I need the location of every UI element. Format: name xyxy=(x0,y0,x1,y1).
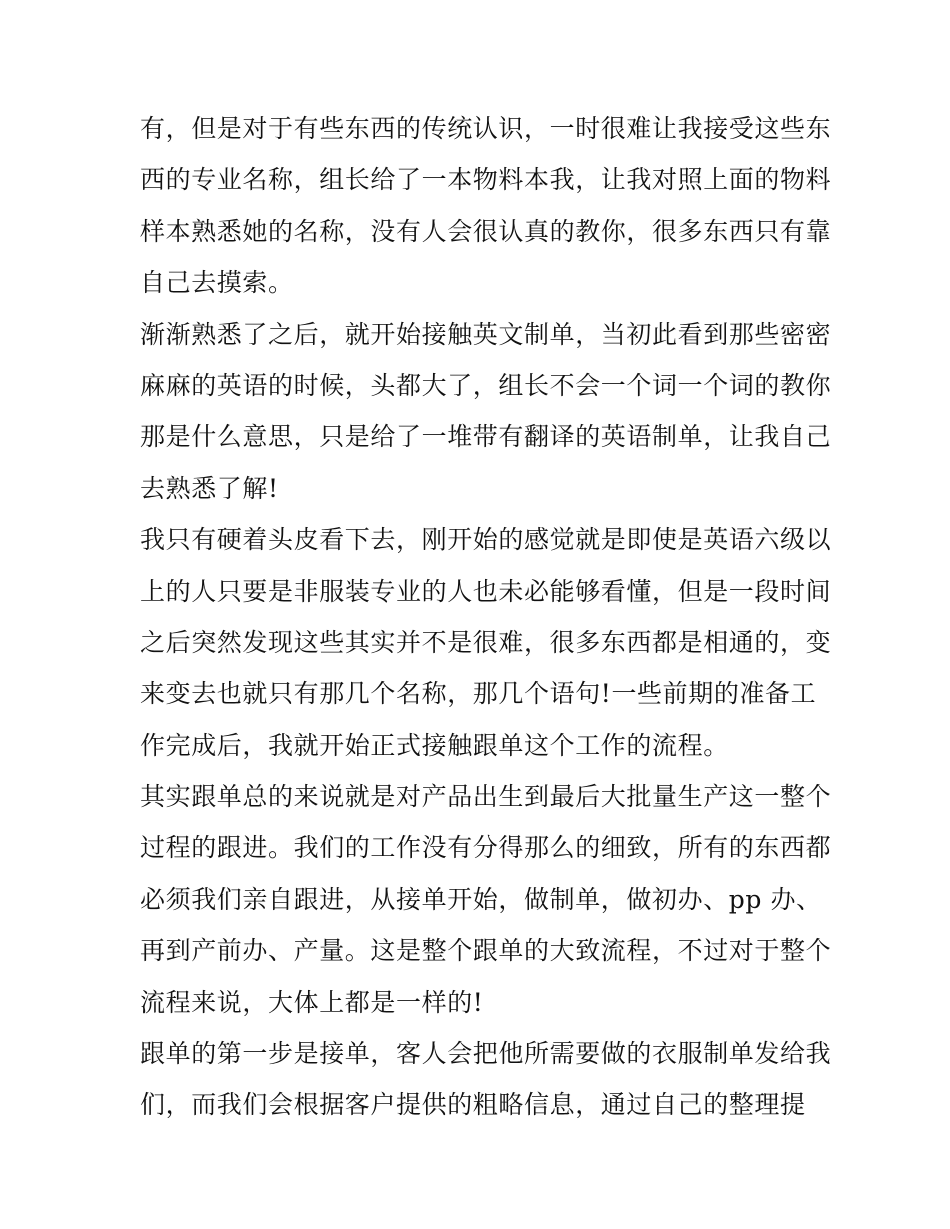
text-line: 去熟悉了解! xyxy=(140,473,279,503)
text-line: 再到产前办、产量。这是整个跟单的大致流程，不过对于整个 xyxy=(140,936,832,966)
text-line: 跟单的第一步是接单，客人会把他所需要做的衣服制单发给我 xyxy=(140,1039,832,1069)
text-line: 上的人只要是非服装专业的人也未必能够看懂，但是一段时间 xyxy=(140,576,832,606)
text-line: 过程的跟进。我们的工作没有分得那么的细致，所有的东西都 xyxy=(140,833,832,863)
text-line: 西的专业名称，组长给了一本物料本我，让我对照上面的物料 xyxy=(140,165,832,195)
text-line: 们，而我们会根据客户提供的粗略信息，通过自己的整理提 xyxy=(140,1090,806,1120)
text-line: 麻麻的英语的时候，头都大了，组长不会一个词一个词的教你 xyxy=(140,370,832,400)
text-line: 有，但是对于有些东西的传统认识，一时很难让我接受这些东 xyxy=(140,114,832,143)
text-line: 那是什么意思，只是给了一堆带有翻译的英语制单，让我自己 xyxy=(140,422,832,452)
text-line: 自己去摸索。 xyxy=(140,268,294,298)
text-line: 渐渐熟悉了之后，就开始接触英文制单，当初此看到那些密密 xyxy=(140,319,832,349)
text-line: 必须我们亲自跟进，从接单开始，做制单，做初办、pp 办、 xyxy=(140,884,822,914)
text-line: 其实跟单总的来说就是对产品出生到最后大批量生产这一整个 xyxy=(140,782,832,812)
text-line: 作完成后，我就开始正式接触跟单这个工作的流程。 xyxy=(140,730,729,760)
text-line: 流程来说，大体上都是一样的! xyxy=(140,987,484,1017)
text-line: 我只有硬着头皮看下去，刚开始的感觉就是即使是英语六级以 xyxy=(140,525,832,555)
text-line: 样本熟悉她的名称，没有人会很认真的教你，很多东西只有靠 xyxy=(140,216,832,246)
text-line: 来变去也就只有那几个名称，那几个语句!一些前期的准备工 xyxy=(140,679,817,709)
text-line: 之后突然发现这些其实并不是很难，很多东西都是相通的，变 xyxy=(140,627,832,657)
document-body xyxy=(140,103,832,1131)
